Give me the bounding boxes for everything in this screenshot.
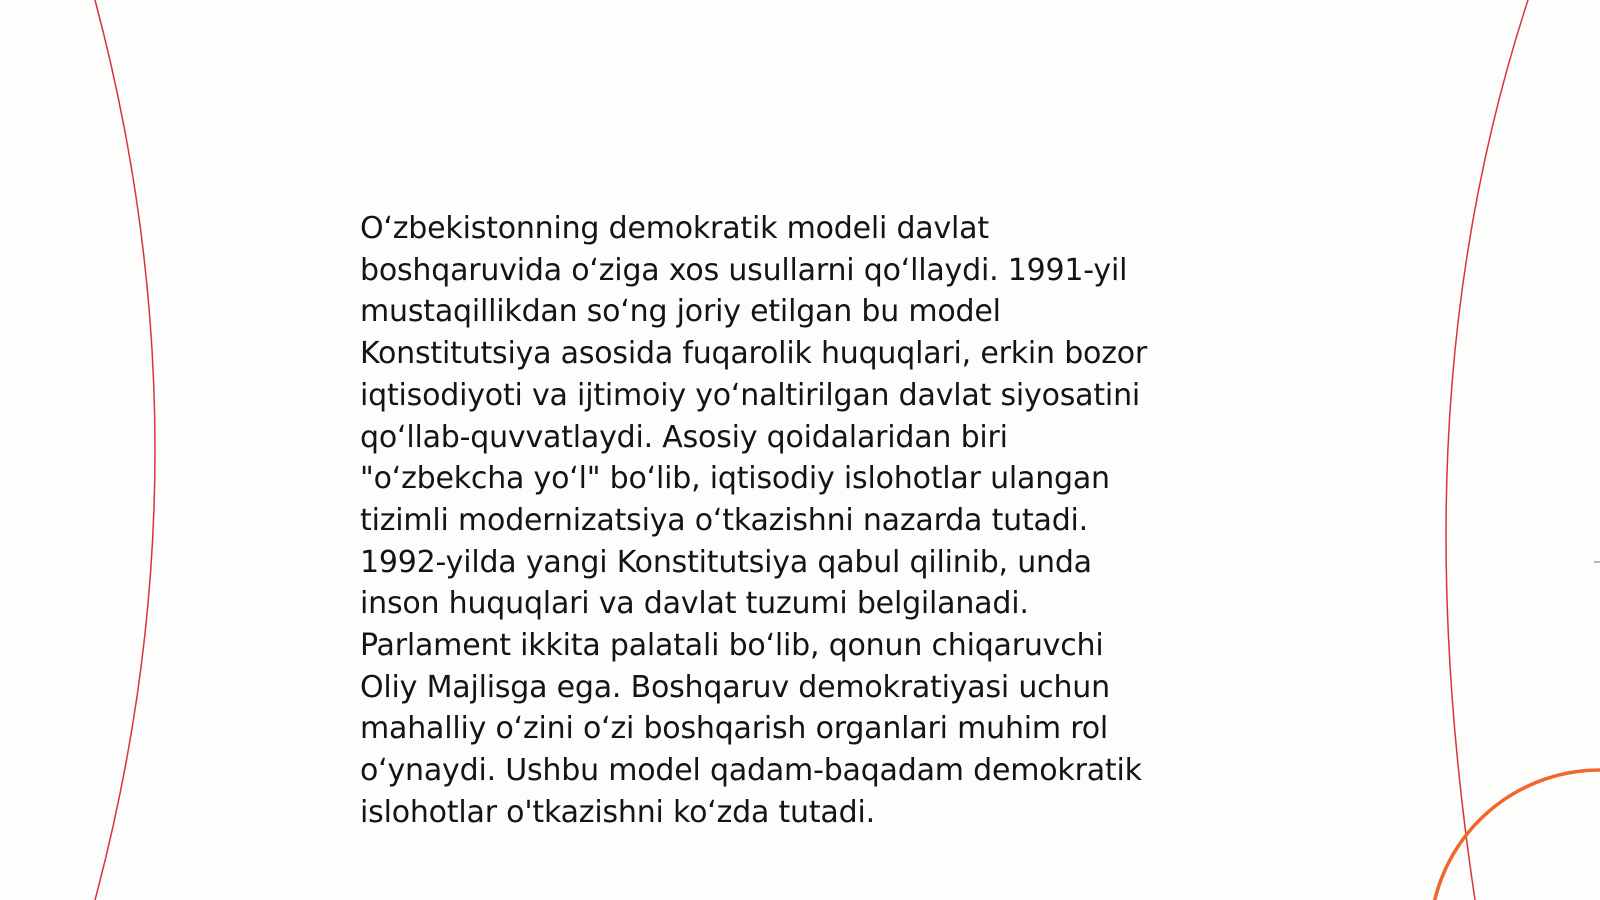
right-curve-decoration (1446, 0, 1528, 900)
slide-body-text: O‘zbekistonning demokratik modeli davlat boshqaruvida o‘ziga xos usullarni qo‘llaydi. 1991-yil mustaqillikdan so‘ng joriy etilgan bu model Konstitutsiya asosida fuqarolik huquqlari, erkin bozor iqtisodiyoti va ijtimoiy yo‘naltirilgan davlat siyosatini qo‘llab-quvvatlaydi. Asosiy qoidalaridan biri "o‘zbekcha yo‘l" bo‘lib, iqtisodiy islohotlar ulangan tizimli modernizatsiya o‘tkazishni nazarda tutadi. 1992-yilda yangi Konstitutsiya qabul qilinib, unda inson huquqlari va davlat tuzumi belgilanadi. Parlament ikkita palatali bo‘lib, qonun chiqaruvchi Oliy Majlisga ega. Boshqaruv demokratiyasi uchun mahalliy o‘zini o‘zi boshqarish organlari muhim rol o‘ynaydi. Ushbu model qadam-baqadam demokratik islohotlar o'tkazishni ko‘zda tutadi. (360, 211, 1148, 830)
left-curve-decoration (95, 0, 155, 900)
orange-arc-decoration (1430, 770, 1600, 900)
